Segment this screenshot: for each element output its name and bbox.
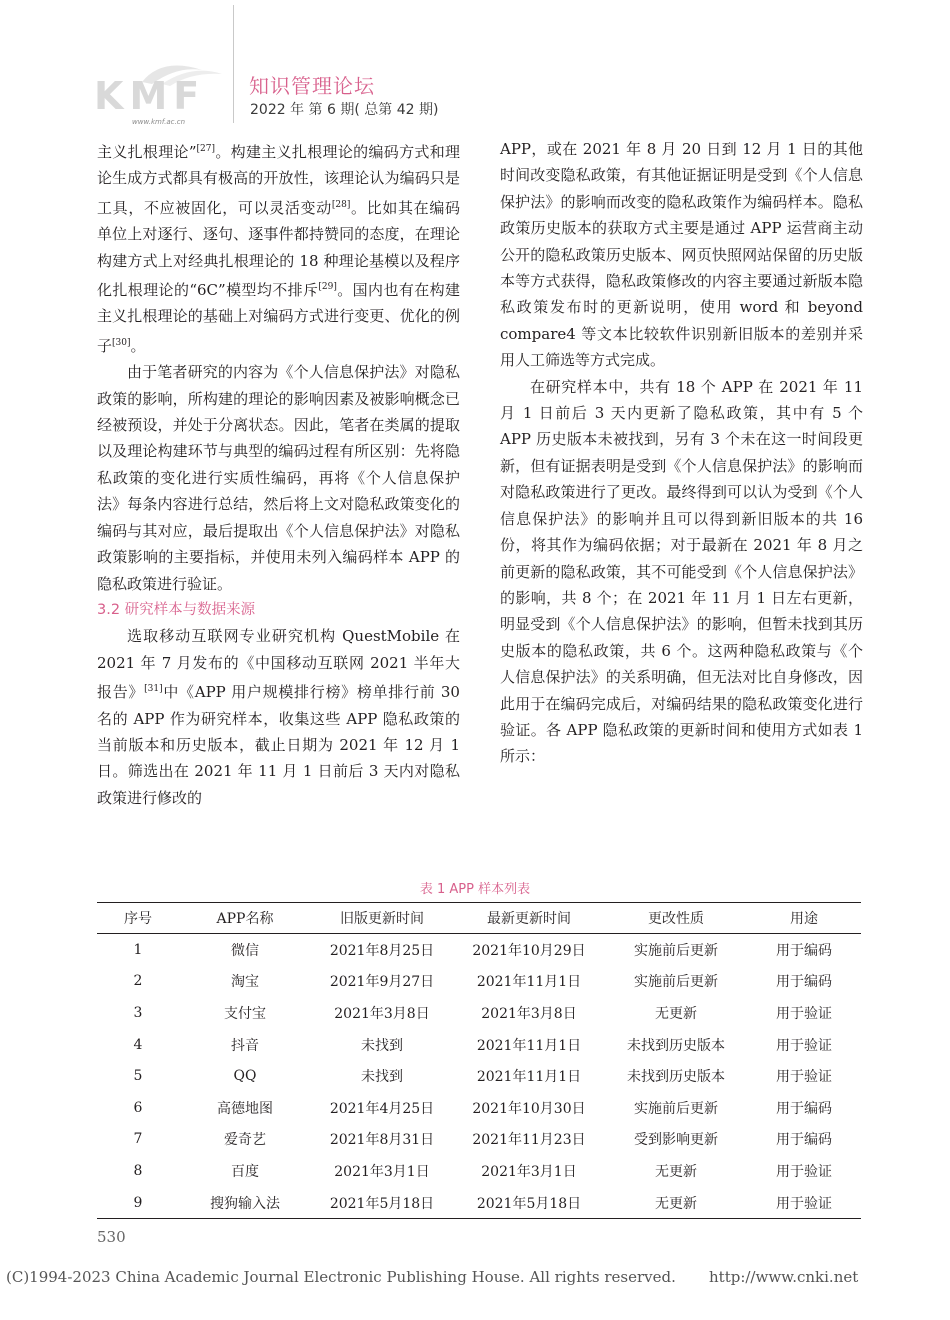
- table-cell: 实施前后更新: [634, 942, 718, 959]
- footer-url: http://www.cnki.net: [709, 1268, 859, 1286]
- table-row: [97, 934, 861, 966]
- app-sample-table: [97, 902, 861, 1219]
- table-cell: 受到影响更新: [634, 1132, 718, 1149]
- table-cell: 用于验证: [776, 1069, 832, 1086]
- table-cell: 2021年10月30日: [472, 1100, 586, 1117]
- table-cell: 5: [133, 1068, 143, 1085]
- table-row: [97, 1187, 861, 1219]
- paragraph: 由于笔者研究的内容为《个人信息保护法》对隐私政策的影响，所构建的理论的影响因素及被影响概念已经被预设，并处于分离状态。因此，笔者在类属的提取以及理论构建环节与典型的编码过程有所区别：先将隐私政策的变化进行实质性编码，再将《个人信息保护法》每条内容进行总结，然后将上文对隐私政策变化的编码与其对应，最后提取出《个人信息保护法》对隐私政策影响的主要指标，并使用未列入编码样本 APP 的隐私政策进行验证。: [97, 363, 460, 593]
- paragraph: 主义扎根理论”[27]。构建主义扎根理论的编码方式和理论生成方式都具有极高的开放性，该理论认为编码只是工具，不应被固化，可以灵活变动[28]。比如其在编码单位上对逐行、逐句、逐事件都持赞同的态度，在理论构建方式上对经典扎根理论的 18 种理论基模以及程序化扎根理论的“6C”模型均不排斥[29]。国内也有在构建主义扎根理论的基础上对编码方式进行变更、优化的例子[30]。: [97, 143, 460, 355]
- citation: [27]: [196, 144, 216, 154]
- table-header-row: [97, 903, 861, 934]
- citation: [31]: [144, 684, 163, 695]
- table-cell: 无更新: [655, 1195, 697, 1212]
- table-cell: 6: [133, 1099, 143, 1116]
- table-cell: 用于编码: [776, 974, 832, 991]
- column-header: 最新更新时间: [453, 903, 605, 934]
- table-cell: 用于验证: [776, 1195, 832, 1212]
- table-cell: 抖音: [231, 1037, 259, 1054]
- table-cell: 用于验证: [776, 1005, 832, 1022]
- header-divider: [233, 5, 234, 123]
- table-cell: 2021年10月29日: [472, 942, 586, 959]
- table-row: [97, 1092, 861, 1124]
- citation: [30]: [112, 337, 131, 348]
- page-number: 530: [97, 1228, 126, 1246]
- table-cell: 百度: [231, 1163, 259, 1180]
- table-cell: 2021年5月18日: [476, 1195, 582, 1212]
- table-cell: 4: [133, 1036, 143, 1053]
- table-cell: 8: [133, 1162, 143, 1179]
- paragraph: 选取移动互联网专业研究机构 QuestMobile 在 2021 年 7 月发布的《中国移动互联网 2021 半年大报告》[31]中《APP 用户规模排行榜》榜单排行前 30 名的 APP 作为研究样本，收集这些 APP 隐私政策的当前版本和历史版本，截止日期为 2021 年 12 月 1 日。筛选出在 2021 年 11 月 1 日前后 3 天内对隐私政策进行修改的: [97, 627, 460, 807]
- table-cell: 用于验证: [776, 1037, 832, 1054]
- logo-url: www.kmf.ac.cn: [132, 118, 186, 126]
- table-cell: 无更新: [655, 1163, 697, 1180]
- table-cell: 7: [133, 1131, 143, 1148]
- column-header: 序号: [97, 903, 179, 934]
- table-cell: 支付宝: [224, 1005, 266, 1022]
- table-cell: 2021年3月8日: [481, 1005, 577, 1022]
- column-header: 旧版更新时间: [311, 903, 453, 934]
- table-cell: 9: [133, 1194, 143, 1211]
- table-row: [97, 966, 861, 998]
- citation: [29]: [318, 282, 337, 293]
- right-column: [500, 136, 863, 770]
- paragraph: APP，或在 2021 年 8 月 20 日到 12 月 1 日的其他时间改变隐私政策，有其他证据证明是受到《个人信息保护法》的影响而改变的隐私政策作为编码样本。隐私政策历史版本的获取方式主要是通过 APP 运营商主动公开的隐私政策历史版本、网页快照网站保留的历史版本等方式获得，隐私政策修改的内容主要通过新版本隐私政策发布时的更新说明，使用 word 和 beyond compare4 等文本比较软件识别新旧版本的差别并采用人工筛选等方式完成。: [500, 140, 863, 370]
- logo-text: KMF: [94, 74, 206, 118]
- table-row: [97, 997, 861, 1029]
- section-heading: 3.2 研究样本与数据来源: [97, 601, 256, 618]
- table-cell: 用于编码: [776, 1100, 832, 1117]
- table-cell: 2021年3月1日: [334, 1163, 430, 1180]
- table-cell: 未找到历史版本: [627, 1037, 725, 1054]
- left-column: [97, 136, 460, 811]
- column-header: 更改性质: [605, 903, 747, 934]
- table-cell: 2: [133, 973, 143, 990]
- table-cell: 2021年4月25日: [329, 1100, 435, 1117]
- table-cell: 2021年11月1日: [476, 1037, 582, 1054]
- table-caption: 表 1 APP 样本列表: [419, 882, 531, 897]
- table-cell: 用于编码: [776, 1132, 832, 1149]
- table-cell: 未找到: [361, 1069, 403, 1086]
- table-cell: 实施前后更新: [634, 1100, 718, 1117]
- table-cell: 搜狗输入法: [210, 1195, 280, 1212]
- table-cell: 2021年9月27日: [329, 974, 435, 991]
- table-cell: 1: [133, 941, 143, 958]
- table-cell: 未找到: [361, 1037, 403, 1054]
- table-cell: 无更新: [655, 1005, 697, 1022]
- column-header: APP名称: [179, 903, 311, 934]
- table-row: [97, 1124, 861, 1156]
- table-cell: 2021年11月23日: [472, 1132, 586, 1149]
- table-cell: 微信: [231, 942, 259, 959]
- table-cell: 2021年3月8日: [334, 1005, 430, 1022]
- column-header: 用途: [747, 903, 861, 934]
- table-cell: 3: [133, 1004, 143, 1021]
- table-cell: 2021年3月1日: [481, 1163, 577, 1180]
- page-header: [0, 0, 950, 130]
- table-cell: 用于编码: [776, 942, 832, 959]
- table-row: [97, 1060, 861, 1092]
- journal-issue: 2022 年 第 6 期( 总第 42 期): [250, 102, 439, 118]
- table-cell: 爱奇艺: [224, 1132, 266, 1149]
- table-row: [97, 1155, 861, 1187]
- table-cell: 2021年8月31日: [329, 1132, 435, 1149]
- table-cell: 实施前后更新: [634, 974, 718, 991]
- table-row: [97, 1029, 861, 1061]
- journal-name: 知识管理论坛: [249, 74, 375, 98]
- table-cell: 用于验证: [776, 1163, 832, 1180]
- table-cell: 2021年5月18日: [329, 1195, 435, 1212]
- journal-logo: [92, 52, 224, 124]
- table-cell: 未找到历史版本: [627, 1069, 725, 1086]
- table-cell: 2021年11月1日: [476, 974, 582, 991]
- table-cell: QQ: [233, 1068, 257, 1085]
- citation: [28]: [331, 199, 351, 210]
- table-cell: 高德地图: [217, 1100, 273, 1117]
- table-cell: 2021年8月25日: [329, 942, 435, 959]
- copyright-text: (C)1994-2023 China Academic Journal Electronic Publishing House. All rights reserved.: [6, 1268, 676, 1286]
- table-cell: 2021年11月1日: [476, 1069, 582, 1086]
- table-cell: 淘宝: [231, 974, 259, 991]
- paragraph: 在研究样本中，共有 18 个 APP 在 2021 年 11 月 1 日前后 3 天内更新了隐私政策，其中有 5 个 APP 历史版本未被找到，另有 3 个未在这一时间段更新，但有证据表明是受到《个人信息保护法》的影响而对隐私政策进行了更改。最终得到可以认为受到《个人信息保护法》的影响并且可以得到新旧版本的共 16 份，将其作为编码依据；对于最新在 2021 年 8 月之前更新的隐私政策，其不可能受到《个人信息保护法》的影响，共 8 个；在 2021 年 11 月 1 日左右更新，明显受到《个人信息保护法》的影响，但暂未找到其历史版本的隐私政策，共 6 个。这两种隐私政策与《个人信息保护法》的关系明确，但无法对比自身修改，因此用于在编码完成后，对编码结果的隐私政策变化进行验证。各 APP 隐私政策的更新时间和使用方式如表 1 所示：: [500, 377, 863, 766]
